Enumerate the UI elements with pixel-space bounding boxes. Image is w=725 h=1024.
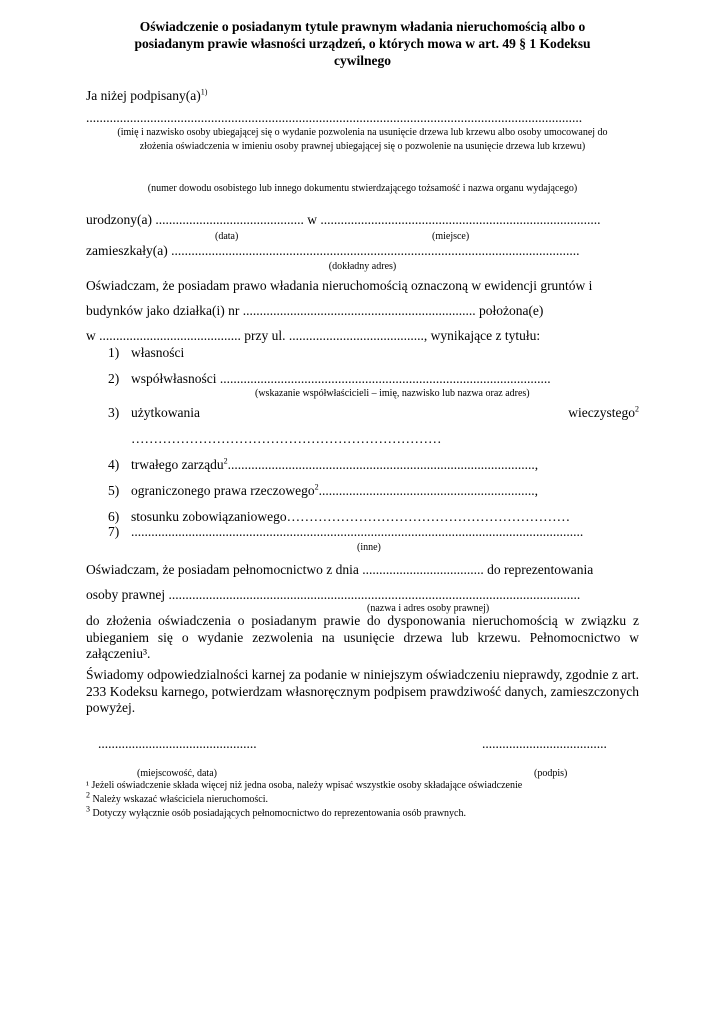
item-3-right-label: wieczystego <box>568 405 635 420</box>
item-5-number: 5) <box>108 483 120 498</box>
liability-paragraph: Świadomy odpowiedzialności karnej za podanie w niniejszym oświadczeniu nieprawdy, zgodnie z art. 233 Kodeksu karnego, potwierdzam własnoręcznym podpisem prawdziwość danych, zamieszczonych powyżej. <box>86 667 639 715</box>
signer-hint-1: (imię i nazwisko osoby ubiegającej się o wydanie pozwolenia na usunięcie drzewa lub krzewu albo osoby umocowanej do <box>117 127 608 138</box>
item-4-number: 4) <box>108 457 120 472</box>
item-7-number: 7) <box>108 524 120 539</box>
item-3-footnote: 2 <box>635 404 639 414</box>
item-1-text: własności <box>131 345 185 360</box>
item-2-field[interactable]: współwłasności .................................................................................................. <box>131 371 551 386</box>
item-2-hint: (wskazanie współwłaścicieli – imię, nazwisko lub nazwa oraz adres) <box>255 388 530 399</box>
proxy-hint: (nazwa i adres osoby prawnej) <box>367 603 490 614</box>
footnote-1-mark: ¹ <box>86 780 89 791</box>
footnote-2 <box>86 790 268 805</box>
item-5-field[interactable] <box>131 483 639 499</box>
proxy-line-2[interactable]: osoby prawnej .......................................................................................................................... <box>86 587 581 602</box>
item-5-label: ograniczonego prawa rzeczowego <box>131 483 315 498</box>
item-4-field[interactable] <box>131 457 639 473</box>
footnote-1-text: Jeżeli oświadczenie składa więcej niż jedna osoba, należy wpisać wszystkie osoby składające oświadczenie <box>91 780 523 791</box>
id-document-hint: (numer dowodu osobistego lub innego dokumentu stwierdzającego tożsamość i nazwa organu wydającego) <box>147 183 578 194</box>
place-date-field[interactable]: ............................................... <box>98 736 257 751</box>
item-4-dots: ..........................................................................................., <box>227 457 539 472</box>
residence-field[interactable]: zamieszkały(a) ......................................................................................................................... <box>86 243 580 258</box>
proxy-line-1[interactable]: Oświadczam, że posiadam pełnomocnictwo z dnia .................................... do reprezentowania <box>86 562 594 577</box>
birth-field[interactable]: urodzony(a) ............................................ w ................................................................................... <box>86 212 601 227</box>
item-3-dots-field[interactable]: …………………………………………………………… <box>131 431 442 446</box>
item-7-field[interactable]: ...................................................................................................................................... <box>131 524 584 539</box>
signer-hint-2: złożenia oświadczenia w imieniu osoby prawnej ubiegającej się o pozwolenie na usunięcie drzewa lub krzewu) <box>139 141 586 152</box>
proxy-paragraph: do złożenia oświadczenia o posiadanym prawie do dysponowania nieruchomością w związku z ubieganiem się o wydanie zezwolenia na usunięcie drzewa lub krzewu. Pełnomocnictwo w załączeniu³. <box>86 613 639 661</box>
item-1-number: 1) <box>108 345 120 360</box>
title-line-1: Oświadczenie o posiadanym tytule prawnym władania nieruchomością albo o <box>139 19 586 34</box>
signer-label: Ja niżej podpisany(a) <box>86 88 201 103</box>
item-5-dots: ................................................................, <box>318 483 539 498</box>
item-3-text-right <box>568 405 639 421</box>
item-5-footnote: 2 <box>314 483 319 492</box>
residence-hint: (dokładny adres) <box>328 261 397 272</box>
footnote-2-text: Należy wskazać właściciela nieruchomości. <box>92 794 268 805</box>
declaration-line-3[interactable]: w .......................................... przy ul. ........................................, wynikające z tytułu: <box>86 328 541 343</box>
birth-place-hint: (miejsce) <box>432 231 470 242</box>
item-7-hint: (inne) <box>357 542 381 553</box>
title-line-3: cywilnego <box>334 53 391 68</box>
item-6-number: 6) <box>108 509 120 524</box>
item-2-number: 2) <box>108 371 120 386</box>
document-title <box>86 18 639 69</box>
item-4-label: trwałego zarządu <box>131 457 224 472</box>
footnote-3-text: Dotyczy wyłącznie osób posiadających pełnomocnictwo do reprezentowania osób prawnych. <box>92 808 466 819</box>
footnote-1 <box>86 780 522 791</box>
footnote-3 <box>86 804 466 819</box>
title-line-2: posiadanym prawie własności urządzeń, o których mowa w art. 49 § 1 Kodeksu <box>134 36 591 51</box>
item-6-field[interactable]: stosunku zobowiązaniowego……………………………………………………… <box>131 509 571 524</box>
declaration-line-2[interactable]: budynków jako działka(i) nr ..................................................................... położona(e) <box>86 303 544 318</box>
signer-label-footnote: 1) <box>200 88 208 97</box>
birth-date-hint: (data) <box>215 231 239 242</box>
signer-label-line <box>86 88 639 104</box>
place-date-hint: (miejscowość, data) <box>137 768 217 779</box>
declaration-line-1: Oświadczam, że posiadam prawo władania nieruchomością oznaczoną w ewidencji gruntów i <box>86 278 593 293</box>
signer-name-field[interactable]: ................................................................................................................................................... <box>86 110 583 125</box>
footnote-2-mark: 2 <box>86 790 90 800</box>
item-3-number: 3) <box>108 405 120 420</box>
signature-hint: (podpis) <box>534 768 568 779</box>
item-3-text: użytkowania <box>131 405 200 420</box>
signature-field[interactable]: ..................................... <box>482 736 607 751</box>
footnote-3-mark: 3 <box>86 804 90 814</box>
item-4-footnote: 2 <box>223 457 228 466</box>
